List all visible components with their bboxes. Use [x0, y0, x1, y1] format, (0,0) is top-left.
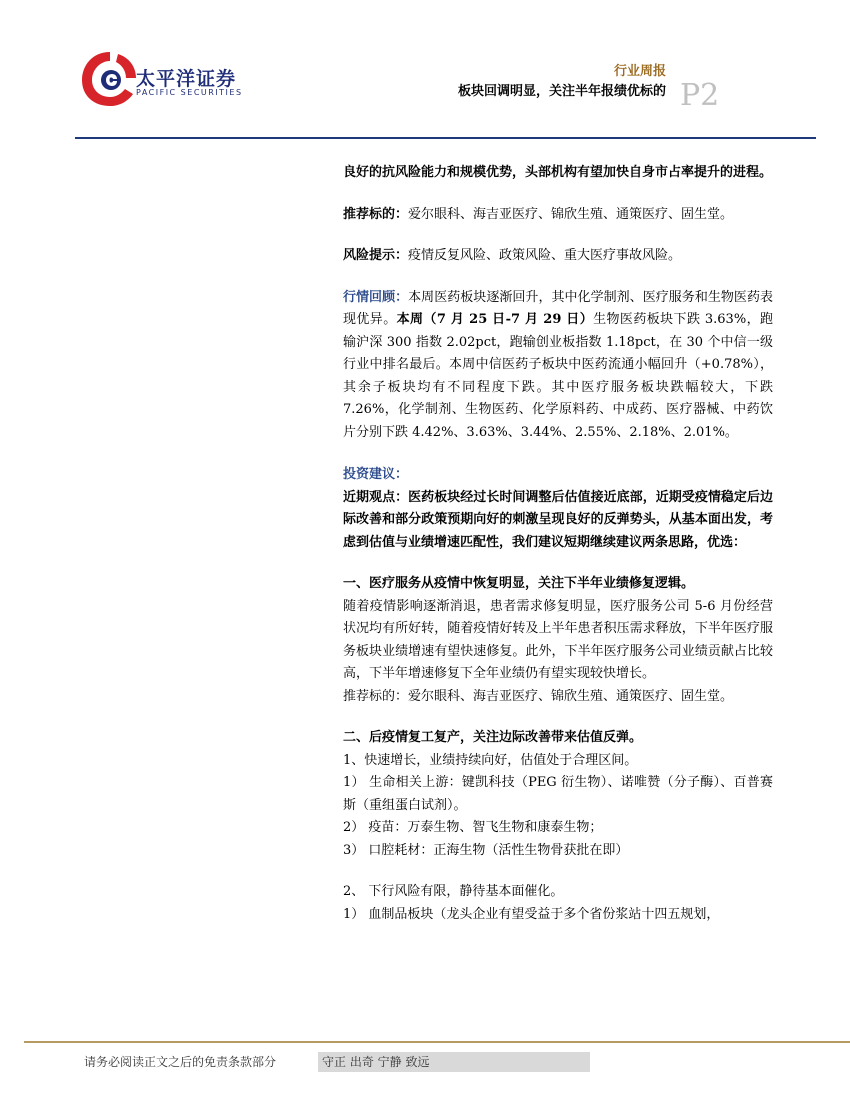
footer-disclaimer: 请务必阅读正文之后的免责条款部分	[84, 1055, 277, 1069]
market-review-text-2: 生物医药板块下跌 3.63%，跑输沪深 300 指数 2.02pct，跑输创业板指数 1.18pct，在 30 个中信一级行业中排名最后。本周中信医药子板块中医药流通小幅回升（+0.78%），其余子板块均有不同程度下跌。其中医疗服务板块跌幅较大，下跌 7.26%，化学制剂、生物医药、化学原料药、中成药、医疗器械、中药饮片分别下跌 4.42%、3.63%、3.44%、2.55%、2.18%、2.01%。	[343, 312, 773, 440]
report-body	[343, 162, 773, 926]
market-review-text-1: 本周医药板块逐渐回升，其中化学制剂、医疗服务和生物医药表现优异。	[343, 289, 773, 327]
risk-label: 风险提示：	[343, 248, 409, 263]
logo-name: 太平洋证券	[136, 68, 237, 90]
recommendation-text: 爱尔眼科、海吉亚医疗、锦欣生殖、通策医疗、固生堂。	[408, 206, 734, 222]
intro-paragraph: 良好的抗风险能力和规模优势，头部机构有望加快自身市占率提升的进程。	[343, 165, 773, 180]
market-review-label: 行情回顾：	[343, 289, 409, 305]
footer-motto: 守正 出奇 宁静 致远	[318, 1052, 590, 1072]
section-1-recommendation: 推荐标的：爱尔眼科、海吉亚医疗、锦欣生殖、通策医疗、固生堂。	[343, 688, 734, 704]
recent-view-paragraph: 近期观点：医药板块经过长时间调整后估值接近底部，近期受疫情稳定后边际改善和部分政策预期向好的刺激呈现良好的反弹势头，从基本面出发，考虑到估值与业绩增速匹配性，我们建议短期继续建议两条思路，优选：	[343, 489, 773, 550]
logo-mark-icon	[80, 48, 140, 110]
section-2-item-2: 2、 下行风险有限，静待基本面催化。	[343, 884, 564, 899]
section-2-item-1-1: 1） 生命相关上游：键凯科技（PEG 衍生物）、诺唯赞（分子酶）、百普赛斯（重组蛋白试剂）。	[343, 775, 773, 813]
section-1-title: 一、医疗服务从疫情中恢复明显，关注下半年业绩修复逻辑。	[343, 576, 695, 591]
section-2-item-2-1: 1） 血制品板块（龙头企业有望受益于多个省份浆站十四五规划，	[343, 906, 720, 922]
report-title: 板块回调明显，关注半年报绩优标的	[457, 84, 666, 99]
risk-text: 疫情反复风险、政策风险、重大医疗事故风险。	[408, 248, 682, 263]
risk-paragraph	[343, 245, 773, 268]
logo-english-name: PACIFIC SECURITIES	[136, 88, 243, 97]
report-type: 行业周报	[613, 64, 666, 79]
page-number: P2	[680, 78, 720, 113]
section-2-title: 二、后疫情复工复产，关注边际改善带来估值反弹。	[343, 730, 643, 745]
investment-advice-heading: 投资建议：	[343, 467, 409, 482]
section-2-item-1-3: 3） 口腔耗材：正海生物（活性生物骨获批在即）	[343, 842, 629, 858]
section-2-item-1: 1、快速增长，业绩持续向好，估值处于合理区间。	[343, 752, 638, 768]
recommendation-paragraph	[343, 204, 773, 227]
header-divider	[75, 137, 816, 139]
footer-divider	[24, 1041, 850, 1043]
market-review-week: 本周（7 月 25 日-7 月 29 日）	[396, 312, 594, 327]
recommendation-label: 推荐标的：	[343, 206, 409, 222]
section-1-text: 随着疫情影响逐渐消退，患者需求修复明显，医疗服务公司 5-6 月份经营状况均有所好转，随着疫情好转及上半年患者积压需求释放，下半年医疗服务板块业绩增速有望快速修复。此外，下半年医疗服务公司业绩贡献占比较高，下半年增速修复下全年业绩仍有望实现较快增长。	[343, 598, 773, 681]
market-review-paragraph	[343, 287, 773, 445]
section-2-item-1-2: 2） 疫苗：万泰生物、智飞生物和康泰生物；	[343, 820, 603, 835]
